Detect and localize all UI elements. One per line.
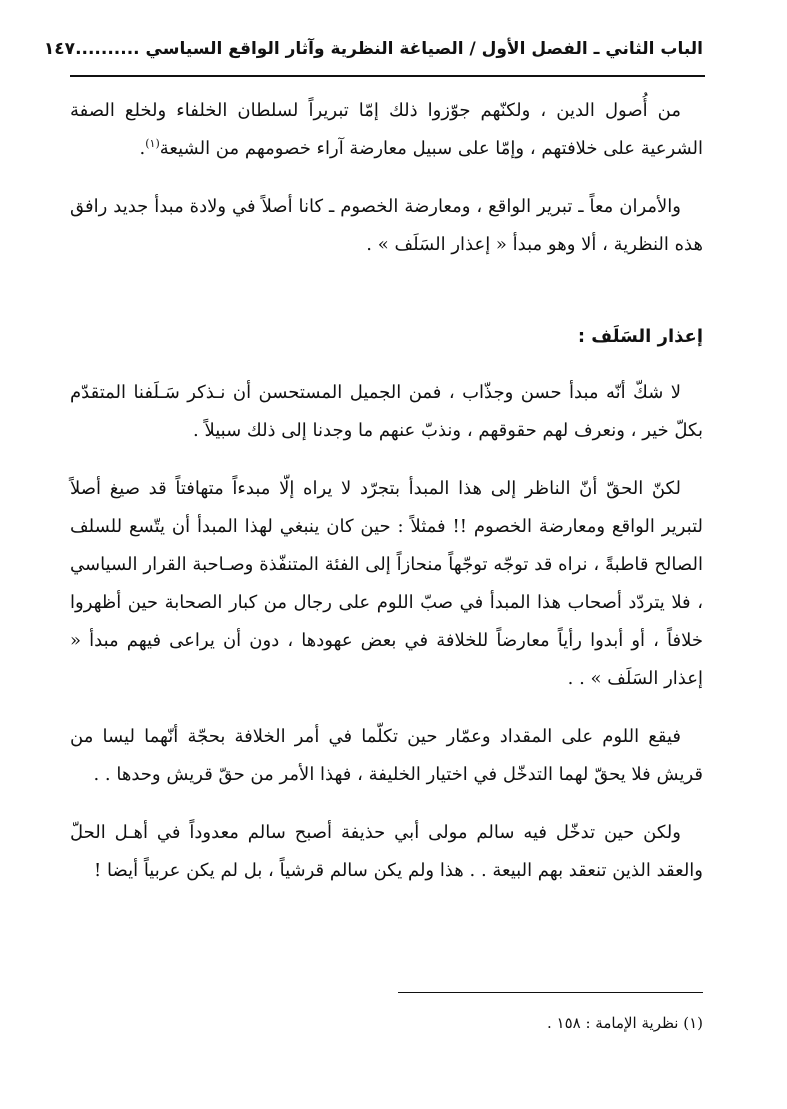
footnote-rule	[398, 992, 703, 993]
footnote: (١) نظرية الإمامة : ١٥٨ .	[547, 1014, 703, 1032]
paragraph: فيقع اللوم على المقداد وعمّار حين تكلّما في أمر الخلافة بحجّة أنّهما ليسا من قريش فلا يحقّ لهما التدخّل في اختيار الخليفة ، فهذا الأمر من حقّ قريش وحدها . .	[70, 726, 703, 785]
paragraph: ولكن حين تدخّل فيه سالم مولى أبي حذيفة أصبح سالم معدوداً في أهـل الحلّ والعقد الذين تنعقد بهم البيعة . . هذا ولم يكن سالم قرشياً ، بل لم يكن عربياً أيضا !	[70, 822, 703, 881]
header-rule	[70, 75, 705, 77]
paragraph: لا شكّ أنّه مبدأ حسن وجذّاب ، فمن الجميل المستحسن أن نـذكر سَـلَفنا المتقدّم بكلّ خير ، ونعرف لهم حقوقهم ، ونذبّ عنهم ما وجدنا إلى ذلك سبيلاً .	[70, 382, 703, 441]
main-text	[70, 92, 703, 910]
page-number: ١٤٧	[43, 39, 76, 59]
paragraph: لكنّ الحقّ أنّ الناظر إلى هذا المبدأ بتجرّد لا يراه إلّا مبدءاً متهافتاً قد صيغ أصلاً لتبرير الواقع ومعارضة الخصوم !! فمثلاً : حين كان ينبغي لهذا المبدأ أن يتّسع للسلف الصالح قاطبةً ، نراه قد توجّه توجّهاً منحازاً إلى الفئة المتنفّذة وصـاحبة القرار السياسي ، فلا يتردّد أصحاب هذا المبدأ في صبّ اللوم على رجال من كبار الصحابة حين أظهروا خلافاً ، أو أبدوا رأياً معارضاً للخلافة في بعض عهودها ، دون أن يراعى فيهم مبدأ « إعذار السَلَف » . .	[70, 478, 704, 689]
paragraph: والأمران معاً ـ تبرير الواقع ، ومعارضة الخصوم ـ كانا أصلاً في ولادة مبدأ جديد رافق هذه النظرية ، ألا وهو مبدأ « إعذار السَلَف » .	[70, 196, 703, 255]
footnote-marker[interactable]: (١)	[145, 137, 160, 150]
paragraph	[70, 92, 703, 168]
paragraph-text: من أُصول الدين ، ولكنّهم جوّزوا ذلك إمّا تبريراً لسلطان الخلفاء ولخلع الصفة الشرعية على خلافتهم ، وإمّا على سبيل معارضة آراء خصومهم من الشيعة	[70, 100, 703, 159]
running-head-title: الباب الثاني ـ الفصل الأول / الصياغة النظرية وآثار الواقع السياسي ..........	[75, 39, 703, 59]
section-heading: إعذار السَلَف :	[577, 326, 703, 347]
running-head	[43, 34, 703, 64]
paragraph-end: .	[139, 138, 146, 159]
